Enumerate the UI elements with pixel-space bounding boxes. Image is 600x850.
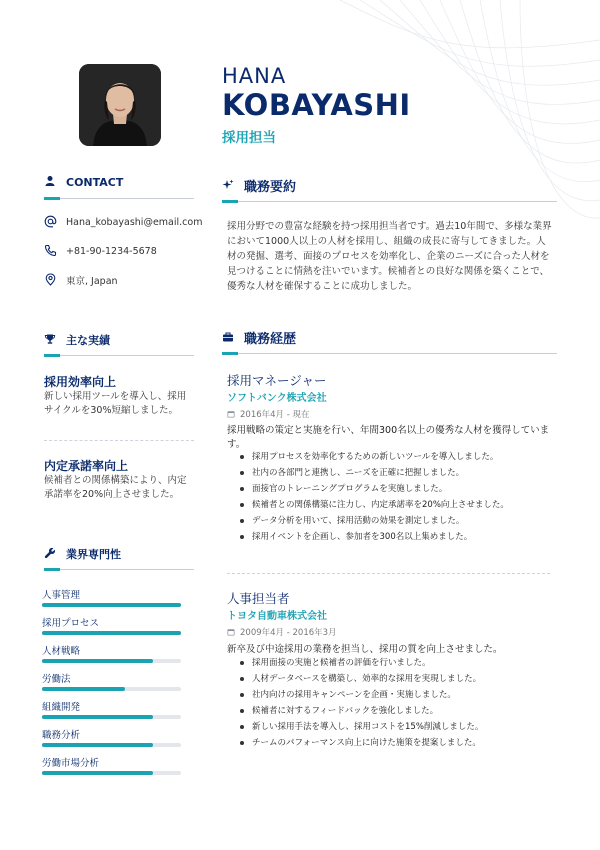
job-bullets (240, 655, 550, 751)
contact-email-text: Hana_kobayashi@email.com (66, 216, 203, 228)
job-role: 採用担当 (222, 130, 276, 146)
achievements-section-title (44, 332, 110, 348)
experience-divider (222, 353, 557, 354)
skill-label: 組織開発 (42, 702, 81, 713)
job-bullet: チームのパフォーマンス向上に向けた施策を提案しました。 (240, 735, 550, 751)
achievement-desc: 候補者との関係構築により、内定承諾率を20%向上させました。 (44, 475, 187, 500)
contact-location-text: 東京, Japan (66, 276, 118, 287)
job-company: トヨタ自動車株式会社 (227, 611, 327, 622)
wrench-icon (44, 547, 58, 561)
job-bullets (240, 449, 550, 545)
experience-section-title (222, 328, 296, 347)
trophy-icon (44, 333, 58, 347)
last-name: KOBAYASHI (222, 88, 411, 122)
job-company: ソフトバンク株式会社 (227, 393, 327, 404)
skill-label: 職務分析 (42, 730, 81, 741)
skill-bar (42, 743, 181, 747)
briefcase-icon (222, 331, 236, 345)
skill-label: 人事管理 (42, 590, 81, 601)
skill-bar (42, 687, 181, 691)
contact-section-title (44, 175, 123, 189)
at-icon (44, 215, 58, 229)
sparkle-icon (222, 179, 236, 193)
skill-bar-fill (42, 631, 181, 635)
skill-bar-fill (42, 659, 153, 663)
achievement-title: 内定承諾率向上 (44, 459, 129, 473)
job-bullet: 社内の各部門と連携し、ニーズを正確に把握しました。 (240, 465, 550, 481)
job-bullet: 候補者との関係構築に注力し、内定承諾率を20%向上させました。 (240, 497, 550, 513)
job-bullet: データ分析を用いて、採用活動の効果を測定しました。 (240, 513, 550, 529)
calendar-icon (227, 410, 235, 418)
contact-divider (44, 198, 194, 199)
job-description: 採用戦略の策定と実施を行い、年間300名以上の優秀な人材を獲得しています。 (227, 425, 550, 450)
skill-bar-fill (42, 715, 153, 719)
skill-bar-fill (42, 771, 153, 775)
job-bullet: 採用プロセスを効率化するための新しいツールを導入しました。 (240, 449, 550, 465)
skill-label: 労働市場分析 (42, 758, 100, 769)
job-date (227, 626, 337, 638)
skill-bar-fill (42, 743, 153, 747)
skill-bar (42, 603, 181, 607)
achievement-title: 採用効率向上 (44, 375, 117, 389)
skills-title-text: 業界専門性 (66, 548, 121, 561)
skill-bar (42, 715, 181, 719)
contact-phone[interactable] (44, 244, 157, 258)
contact-title-text: CONTACT (66, 175, 124, 189)
job-date-text: 2009年4月 - 2016年3月 (240, 628, 337, 638)
job-bullet: 候補者に対するフィードバックを強化しました。 (240, 703, 550, 719)
avatar (79, 64, 161, 146)
skills-divider (44, 569, 194, 570)
job-date-text: 2016年4月 - 現在 (240, 410, 310, 420)
job-description: 新卒及び中途採用の業務を担当し、採用の質を向上させました。 (227, 644, 503, 655)
achievement-desc: 新しい採用ツールを導入し、採用サイクルを30%短縮しました。 (44, 391, 187, 416)
job-bullet: 面接官のトレーニングプログラムを実施しました。 (240, 481, 550, 497)
summary-text: 採用分野での豊富な経験を持つ採用担当者です。過去10年間で、多様な業界において1000人以上の人材を採用し、組織の成長に寄与してきました。人材の発掘、選考、面接のプロセスを効率化し、企業のニーズに合った人材を見つけることに情熱を注いでいます。候補者との良好な関係を築くことで、優秀な人材を確保することに成功しました。 (227, 221, 552, 292)
job-date (227, 408, 310, 420)
achievement-separator (44, 440, 194, 441)
job-bullet: 人材データベースを構築し、効率的な採用を実現しました。 (240, 671, 550, 687)
job-separator (227, 573, 550, 574)
contact-location (44, 273, 118, 287)
job-title: 人事担当者 (227, 591, 290, 606)
calendar-icon (227, 628, 235, 636)
skill-bar (42, 631, 181, 635)
skill-label: 採用プロセス (42, 618, 100, 629)
achievements-divider (44, 355, 194, 356)
summary-title-text: 職務要約 (244, 180, 297, 195)
contact-email[interactable] (44, 215, 202, 229)
skill-bar-fill (42, 687, 125, 691)
summary-divider (222, 201, 557, 202)
skills-section-title (44, 546, 121, 562)
experience-title-text: 職務経歴 (244, 332, 297, 347)
location-pin-icon (44, 273, 58, 287)
first-name: HANA (222, 64, 287, 88)
skill-bar (42, 659, 181, 663)
skill-label: 労働法 (42, 674, 71, 685)
job-bullet: 採用面接の実施と候補者の評価を行いました。 (240, 655, 550, 671)
phone-icon (44, 244, 58, 258)
skill-label: 人材戦略 (42, 646, 81, 657)
achievements-title-text: 主な実績 (66, 334, 110, 347)
job-bullet: 採用イベントを企画し、参加者を300名以上集めました。 (240, 529, 550, 545)
job-bullet: 新しい採用手法を導入し、採用コストを15%削減しました。 (240, 719, 550, 735)
skill-bar (42, 771, 181, 775)
person-icon (44, 175, 58, 189)
summary-section-title (222, 176, 296, 195)
skill-bar-fill (42, 603, 181, 607)
contact-phone-text: +81-90-1234-5678 (66, 245, 157, 257)
job-bullet: 社内向けの採用キャンペーンを企画・実施しました。 (240, 687, 550, 703)
job-title: 採用マネージャー (227, 373, 327, 388)
